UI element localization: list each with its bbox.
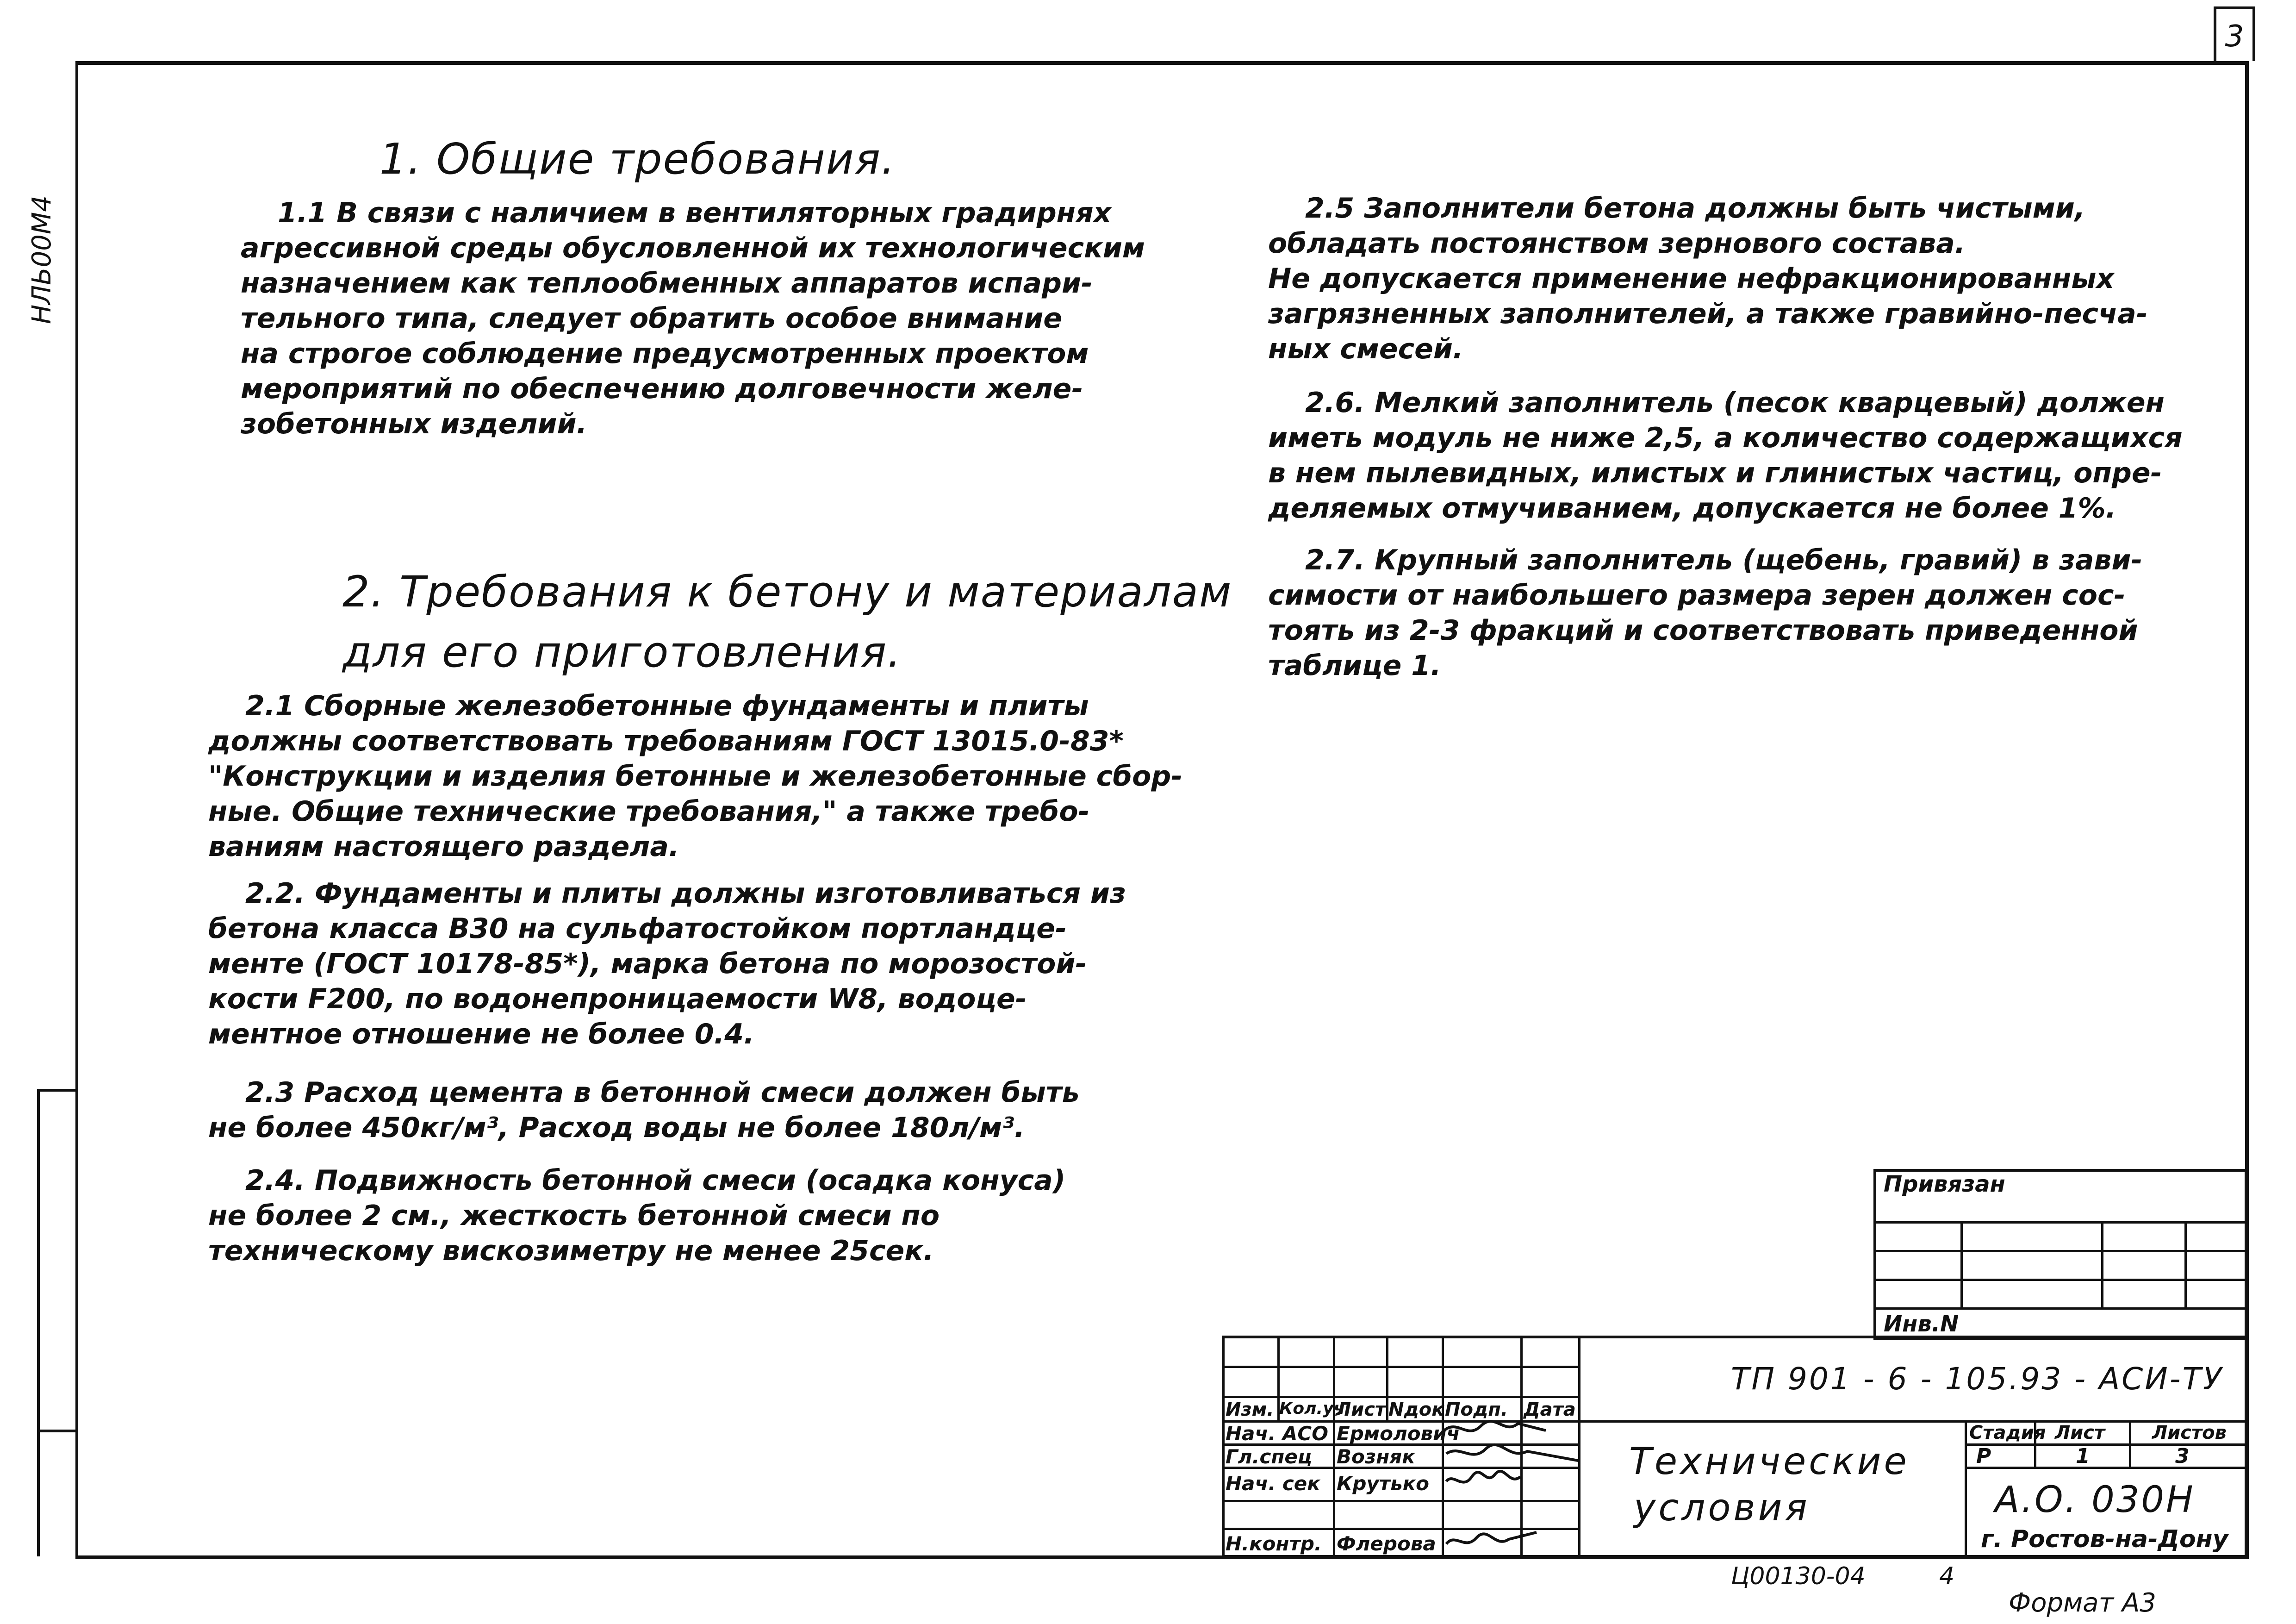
paragraph-line: не более 450кг/м³, Расход воды не более 180л/м³. xyxy=(208,1112,1025,1144)
paragraph-line: ные. Общие технические требования," а также требо- xyxy=(208,795,1090,828)
paragraph-line: ваниям настоящего раздела. xyxy=(208,831,679,863)
paragraph-line: агрессивной среды обусловленной их технологическим xyxy=(241,232,1145,264)
name-flerova: Флерова xyxy=(1337,1532,1436,1555)
stage-label: Стадия xyxy=(1969,1422,2046,1443)
inv-no-label: Инв.N xyxy=(1884,1311,1959,1337)
section2-title-line2: для его приготовления. xyxy=(342,627,902,677)
tb-line xyxy=(1873,1221,2247,1224)
org-code: А.О. 030Н xyxy=(1995,1479,2195,1521)
left-strip-line xyxy=(37,1089,76,1092)
paragraph-line: загрязненных заполнителей, а также гравийно-песча- xyxy=(1268,298,2148,330)
tb-line xyxy=(1965,1467,2247,1469)
archive-page: 4 xyxy=(1939,1562,1955,1590)
paragraph-line: 2.7. Крупный заполнитель (щебень, гравий) в зави- xyxy=(1305,544,2143,576)
section1-title: 1. Общие требования. xyxy=(380,134,896,184)
name-ermolovich: Ермолович xyxy=(1337,1422,1460,1445)
paragraph-line: симости от наибольшего размера зерен должен сос- xyxy=(1268,579,2126,612)
paragraph-line: не более 2 см., жесткость бетонной смеси по xyxy=(208,1199,940,1232)
tb-line xyxy=(1873,1250,2247,1252)
header-izm: Изм. xyxy=(1226,1399,1274,1420)
paragraph-line: в нем пылевидных, илистых и глинистых частиц, опре- xyxy=(1268,457,2162,489)
stage-value: Р xyxy=(1976,1444,1991,1468)
tb-line xyxy=(2129,1420,2131,1467)
paragraph-line: 2.1 Сборные железобетонные фундаменты и плиты xyxy=(245,690,1089,722)
paragraph-line: 2.3 Расход цемента в бетонной смеси должен быть xyxy=(245,1076,1080,1109)
header-data: Дата xyxy=(1524,1399,1576,1420)
tb-line xyxy=(2184,1221,2187,1307)
name-krutko: Крутько xyxy=(1337,1472,1430,1495)
role-nach-sek: Нач. сек xyxy=(1226,1472,1320,1495)
header-ndok: Nдок xyxy=(1388,1399,1444,1420)
tb-line xyxy=(1222,1396,1578,1398)
tb-line xyxy=(1222,1366,1578,1368)
paragraph-line: менте (ГОСТ 10178-85*), марка бетона по морозостой- xyxy=(208,948,1087,980)
org-city: г. Ростов-на-Дону xyxy=(1981,1525,2228,1553)
paragraph-line: Не допускается применение нефракционированных xyxy=(1268,262,2115,295)
section2-title-line1: 2. Требования к бетону и материалам xyxy=(342,567,1232,617)
paragraph-line: иметь модуль не ниже 2,5, а количество содержащихся xyxy=(1268,422,2183,454)
sheet-number: 3 xyxy=(2214,6,2255,61)
tb-line xyxy=(1578,1420,2247,1423)
sheets-value: 3 xyxy=(2175,1444,2190,1468)
header-podp: Подп. xyxy=(1445,1399,1508,1420)
tb-line xyxy=(1333,1336,1335,1558)
left-strip-line xyxy=(37,1430,76,1432)
paragraph-line: 2.2. Фундаменты и плиты должны изготовливаться из xyxy=(245,877,1126,910)
signatures-graphic xyxy=(1439,1417,1578,1560)
paragraph-line: тоять из 2-3 фракций и соответствовать приведенной xyxy=(1268,614,2138,647)
paragraph-line: зобетонных изделий. xyxy=(241,408,587,440)
paragraph-line: таблице 1. xyxy=(1268,650,1441,682)
tb-line xyxy=(1965,1420,1967,1558)
header-kol-uch: Кол.уч xyxy=(1279,1399,1345,1418)
paper-format: Формат А3 xyxy=(2009,1588,2156,1618)
name-voznyak: Возняк xyxy=(1337,1445,1415,1468)
privyazan-label: Привязан xyxy=(1884,1171,2005,1197)
role-gl-spec: Гл.спец xyxy=(1226,1445,1313,1468)
sheets-label: Листов xyxy=(2152,1422,2227,1443)
header-list: Лист xyxy=(1336,1399,1386,1420)
tb-line xyxy=(1965,1443,2247,1446)
role-n-kontr: Н.контр. xyxy=(1226,1532,1322,1555)
tb-line xyxy=(2101,1221,2103,1307)
paragraph-line: должны соответствовать требованиям ГОСТ 13015.0-83* xyxy=(208,725,1124,757)
tb-line xyxy=(1578,1336,1580,1558)
left-strip-edge xyxy=(37,1089,40,1556)
role-nach-aso: Нач. АСО xyxy=(1226,1422,1328,1445)
paragraph-line: ных смесей. xyxy=(1268,333,1463,365)
tb-line xyxy=(1873,1307,2247,1310)
side-stamp: НЛЬ00М4 xyxy=(27,195,57,324)
tb-line xyxy=(1960,1221,1963,1307)
paragraph-line: ментное отношение не более 0.4. xyxy=(208,1018,754,1050)
paragraph-line: бетона класса В30 на сульфатостойком портландце- xyxy=(208,912,1067,945)
paragraph-line: 2.4. Подвижность бетонной смеси (осадка конуса) xyxy=(245,1164,1066,1197)
archive-code: Ц00130-04 xyxy=(1731,1562,1866,1590)
sheet-value: 1 xyxy=(2076,1444,2090,1468)
paragraph-line: "Конструкции и изделия бетонные и железобетонные сбор- xyxy=(208,760,1183,793)
doc-title-line2: условия xyxy=(1634,1486,1810,1529)
paragraph-line: техническому вискозиметру не менее 25сек. xyxy=(208,1235,934,1267)
paragraph-line: на строгое соблюдение предусмотренных проектом xyxy=(241,337,1089,370)
paragraph-line: назначением как теплообменных аппаратов испари- xyxy=(241,267,1093,300)
paragraph-line: тельного типа, следует обратить особое внимание xyxy=(241,302,1062,335)
paragraph-line: обладать постоянством зернового состава. xyxy=(1268,227,1966,260)
paragraph-line: 2.5 Заполнители бетона должны быть чистыми, xyxy=(1305,192,2085,225)
paragraph-line: деляемых отмучиванием, допускается не более 1%. xyxy=(1268,492,2116,525)
tb-line xyxy=(1873,1279,2247,1281)
designation: ТП 901 - 6 - 105.93 - АСИ-ТУ xyxy=(1731,1361,2224,1397)
paragraph-line: кости F200, по водонепроницаемости W8, водоце- xyxy=(208,983,1027,1015)
doc-title-line1: Технические xyxy=(1629,1440,1910,1483)
paragraph-line: 2.6. Мелкий заполнитель (песок кварцевый) должен xyxy=(1305,387,2165,419)
sheet-label: Лист xyxy=(2055,1422,2105,1443)
paragraph-line: 1.1 В связи с наличием в вентиляторных градирнях xyxy=(278,197,1112,229)
paragraph-line: мероприятий по обеспечению долговечности желе- xyxy=(241,373,1083,405)
